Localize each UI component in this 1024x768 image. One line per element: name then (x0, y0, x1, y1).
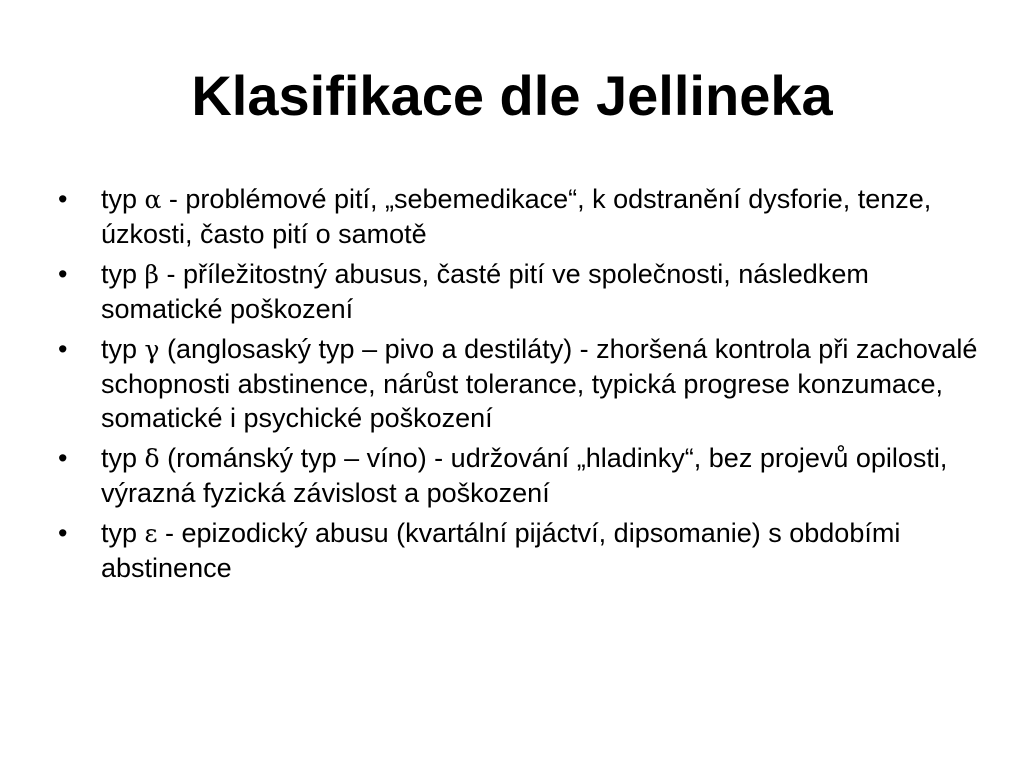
bullet-prefix: typ (101, 184, 145, 214)
bullet-item-alpha (58, 182, 978, 251)
bullet-text: - příležitostný abusus, časté pití ve společnosti, následkem somatické poškození (101, 259, 869, 324)
bullet-item-delta (58, 441, 978, 510)
bullet-text: (románský typ – víno) - udržování „hladinky“, bez projevů opilosti, výrazná fyzická závislost a poškození (101, 443, 948, 508)
greek-symbol: α (144, 185, 162, 214)
greek-symbol: ε (144, 519, 158, 548)
bullet-text: - problémové pití, „sebemedikace“, k odstranění dysforie, tenze, úzkosti, často pití o samotě (101, 184, 932, 249)
bullet-icon: • (58, 334, 68, 364)
bullet-icon: • (58, 184, 68, 214)
bullet-item-beta (58, 257, 978, 326)
slide-title: Klasifikace dle Jellineka (191, 64, 833, 127)
greek-symbol: δ (144, 444, 160, 473)
greek-symbol: β (144, 260, 159, 289)
bullet-prefix: typ (101, 443, 145, 473)
bullet-item-epsilon (58, 516, 978, 585)
bullet-text: (anglosaský typ – pivo a destiláty) - zhoršená kontrola při zachovalé schopnosti abstinence, nárůst tolerance, typická progrese konzumace, somatické i psychické poškození (101, 334, 978, 433)
bullet-icon: • (58, 443, 68, 473)
bullet-icon: • (58, 259, 68, 289)
bullet-icon: • (58, 518, 68, 548)
bullet-prefix: typ (101, 259, 145, 289)
bullet-prefix: typ (101, 518, 145, 548)
bullet-text: - epizodický abusu (kvartální pijáctví, dipsomanie) s obdobími abstinence (101, 518, 901, 583)
bullet-list (58, 182, 978, 591)
greek-symbol: γ (144, 335, 160, 364)
bullet-prefix: typ (101, 334, 145, 364)
bullet-item-gamma (58, 332, 978, 435)
